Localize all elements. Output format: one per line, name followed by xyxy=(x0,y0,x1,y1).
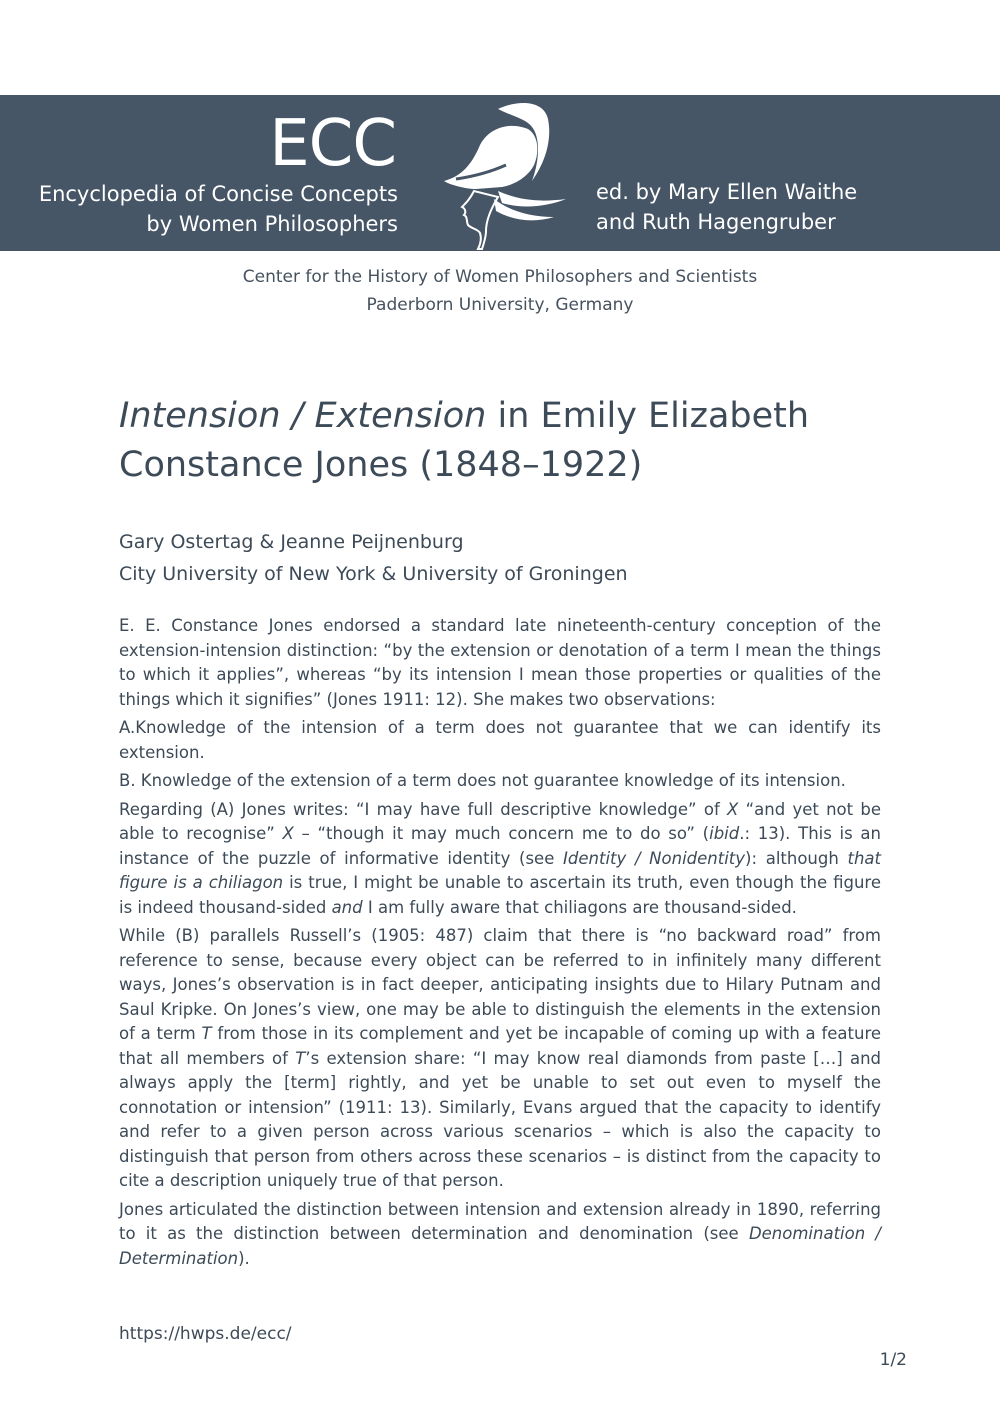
editors-line1: ed. by Mary Ellen Waithe xyxy=(596,180,858,204)
institution-line2: Paderborn University, Germany xyxy=(366,295,634,315)
paragraph-observation-a: A.Knowledge of the intension of a term does not guarantee that we can identify its extension. xyxy=(119,718,881,762)
paragraph-1: E. E. Constance Jones endorsed a standard late nineteenth-century conception of the extension-intension distinction: “by the extension or denotation of a term I mean the things to which it applies”, whereas “by its intension I mean those properties or qualities of the things which it signifies” (Jones 1911: 12). She makes two observations: xyxy=(119,616,881,709)
article-affiliation: City University of New York & University of Groningen xyxy=(119,563,628,585)
article-title xyxy=(119,392,899,490)
article-title-rest: in Emily Elizabeth Constance Jones (1848–1922) xyxy=(119,396,810,485)
paragraph-5: While (B) parallels Russell’s (1905: 487) claim that there is “no backward road” from reference to sense, because every object can be referred to in infinitely many different ways, Jones’s observation is in fact deeper, anticipating insights due to Hilary Putnam and Saul Kripke. On Jones’s view, one may be able to distinguish the elements in the extension of a term T from those in its complement and yet be incapable of coming up with a feature that all members of T’s extension share: “I may know real diamonds from paste […] and always apply the [term] rightly, and yet be unable to set out even to myself the connotation or intension” (1911: 13). Similarly, Evans argued that the capacity to identify and refer to a given person across various scenarios – which is also the capacity to distinguish that person from others across these scenarios – is distinct from the capacity to cite a description uniquely true of that person. xyxy=(119,926,882,1190)
cross-reference-denomination: Denomination / Determination xyxy=(119,1224,881,1268)
article-authors: Gary Ostertag & Jeanne Peijnenburg xyxy=(119,531,464,553)
editors-line2: and Ruth Hagengruber xyxy=(596,210,836,234)
institution-line1: Center for the History of Women Philosophers and Scientists xyxy=(242,267,758,287)
page-number: 1/2 xyxy=(879,1350,907,1370)
paragraph-6: Jones articulated the distinction between intension and extension already in 1890, referring to it as the distinction between determination and denomination (see Denomination / Determination). xyxy=(119,1199,881,1268)
encyclopedia-title-line2: by Women Philosophers xyxy=(146,212,398,236)
paragraph-4: Regarding (A) Jones writes: “I may have full descriptive knowledge” of X “and yet not be able to recognise” X – “though it may much concern me to do so” (ibid.: 13). This is an instance of the puzzle of informative identity (see Identity / Nonidentity): although that figure is a chiliagon is true, I might be unable to ascertain its truth, even though the figure is indeed thousand-sided and I am fully aware that chiliagons are thousand-sided. xyxy=(119,799,882,917)
footer-url: https://hwps.de/ecc/ xyxy=(119,1324,292,1344)
ecc-logo-text: ECC xyxy=(269,107,396,181)
header-banner xyxy=(0,95,1000,251)
article-title-italic: Intension / Extension xyxy=(119,396,487,436)
cross-reference-identity: Identity / Nonidentity xyxy=(563,848,746,868)
athena-helmet-profile-icon xyxy=(436,99,572,251)
encyclopedia-title-line1: Encyclopedia of Concise Concepts xyxy=(38,182,398,206)
article-body xyxy=(119,614,881,1275)
paragraph-observation-b: B. Knowledge of the extension of a term does not guarantee knowledge of its intension. xyxy=(119,771,846,790)
